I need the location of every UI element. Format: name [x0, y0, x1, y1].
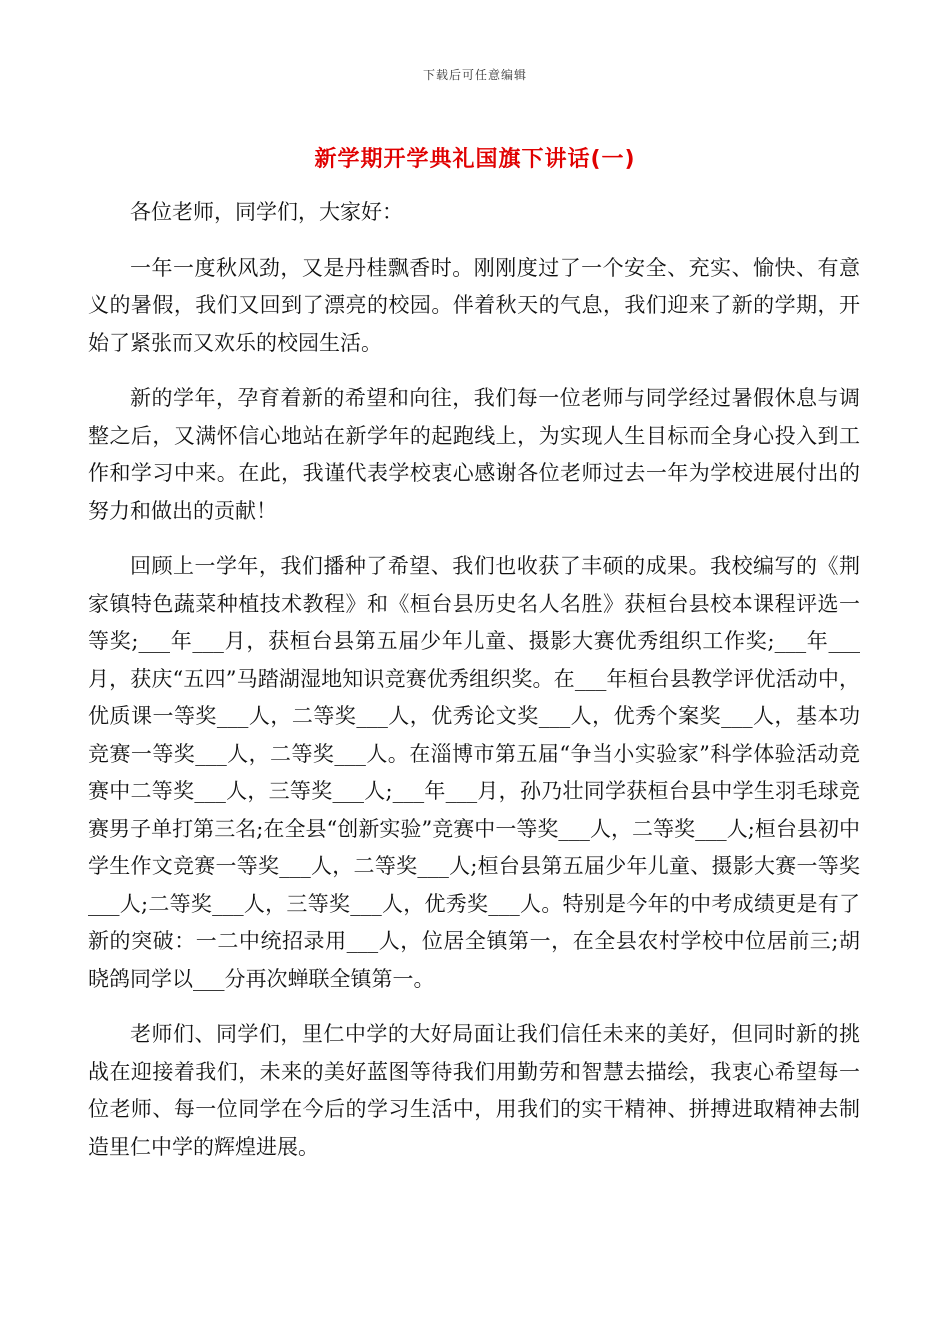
paragraph: 一年一度秋风劲，又是丹桂飘香时。刚刚度过了一个安全、充实、愉快、有意义的暑假，我们又回到了漂亮的校园。伴着秋天的气息，我们迎来了新的学期，开始了紧张而又欢乐的校园生活。	[88, 255, 860, 355]
header-note: 下载后可任意编辑	[422, 68, 527, 82]
greeting-paragraph: 各位老师，同学们，大家好：	[130, 200, 403, 224]
document-body	[88, 194, 860, 1184]
paragraph: 老师们、同学们，里仁中学的大好局面让我们信任未来的美好，但同时新的挑战在迎接着我们，未来的美好蓝图等待我们用勤劳和智慧去描绘，我衷心希望每一位老师、每一位同学在今后的学习生活中，用我们的实干精神、拼搏进取精神去制造里仁中学的辉煌进展。	[88, 1022, 860, 1159]
paragraph: 新的学年，孕育着新的希望和向往，我们每一位老师与同学经过暑假休息与调整之后，又满怀信心地站在新学年的起跑线上，为实现人生目标而全身心投入到工作和学习中来。在此，我谨代表学校衷心感谢各位老师过去一年为学校进展付出的努力和做出的贡献！	[88, 386, 860, 523]
document-title: 新学期开学典礼国旗下讲话(一)	[314, 147, 636, 172]
paragraph: 回顾上一学年，我们播种了希望、我们也收获了丰硕的成果。我校编写的《荆家镇特色蔬菜种植技术教程》和《桓台县历史名人名胜》获桓台县校本课程评选一等奖;___年___月，获桓台县第五届少年儿童、摄影大赛优秀组织工作奖;___年___月，获庆“五四”马踏湖湿地知识竞赛优秀组织奖。在___年桓台县教学评优活动中，优质课一等奖___人，二等奖___人，优秀论文奖___人，优秀个案奖___人，基本功竞赛一等奖___人，二等奖___人。在淄博市第五届“争当小实验家”科学体验活动竞赛中二等奖___人，三等奖___人;___年___月，孙乃壮同学获桓台县中学生羽毛球竞赛男子单打第三名;在全县“创新实验”竞赛中一等奖___人，二等奖___人;桓台县初中学生作文竞赛一等奖___人，二等奖___人;桓台县第五届少年儿童、摄影大赛一等奖___人;二等奖___人，三等奖___人，优秀奖___人。特别是今年的中考成绩更是有了新的突破：一二中统招录用___人，位居全镇第一，在全县农村学校中位居前三;胡晓鸽同学以___分再次蝉联全镇第一。	[88, 554, 860, 991]
